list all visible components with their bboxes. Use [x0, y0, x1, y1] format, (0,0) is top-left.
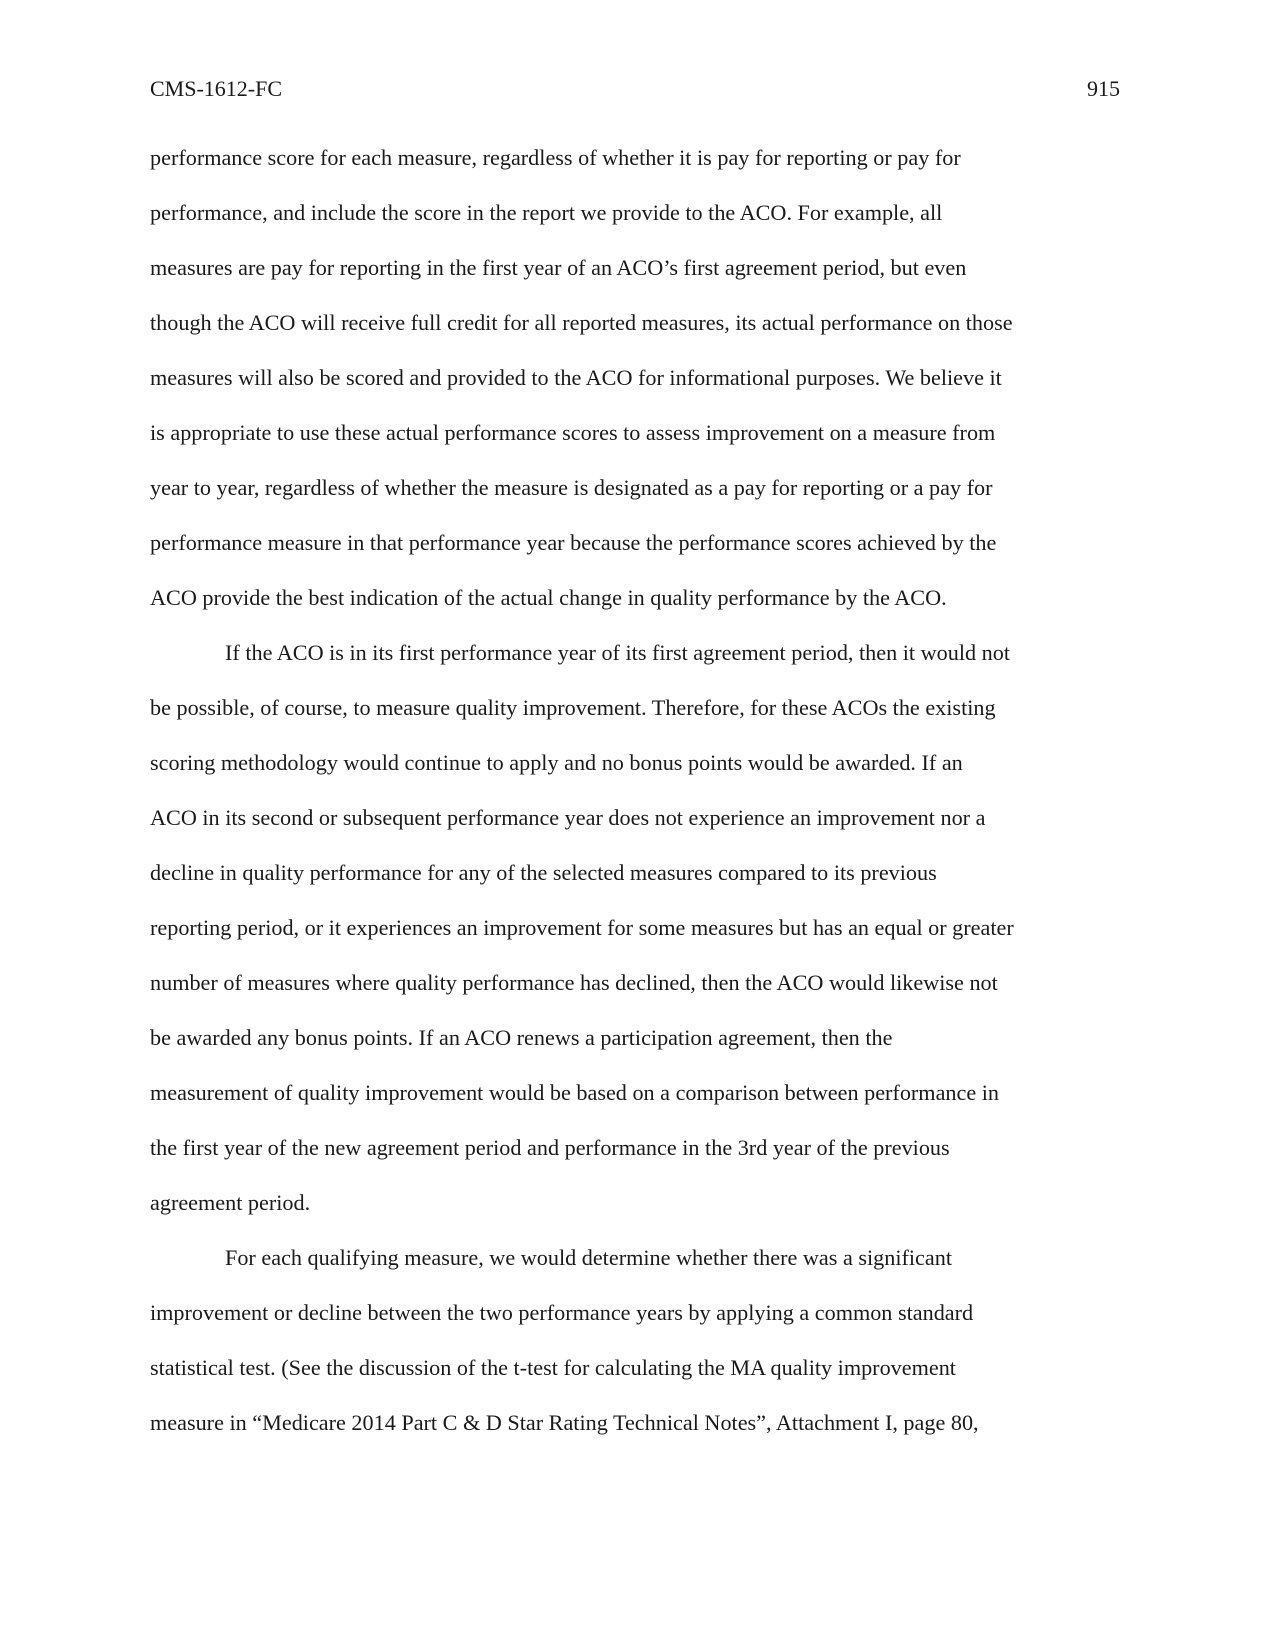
text-line: is appropriate to use these actual performance scores to assess improvement on a measure from	[150, 420, 996, 445]
text-line: agreement period.	[150, 1190, 311, 1215]
text-line: year to year, regardless of whether the measure is designated as a pay for reporting or a pay for	[150, 475, 993, 500]
text-line: the first year of the new agreement period and performance in the 3rd year of the previous	[150, 1135, 950, 1160]
text-line: scoring methodology would continue to apply and no bonus points would be awarded. If an	[150, 750, 963, 775]
text-line: ACO in its second or subsequent performance year does not experience an improvement nor a	[150, 805, 986, 830]
text-line: performance score for each measure, regardless of whether it is pay for reporting or pay for	[150, 145, 961, 170]
text-line: If the ACO is in its first performance year of its first agreement period, then it would not	[225, 640, 1010, 665]
text-line: measures will also be scored and provided to the ACO for informational purposes. We believe it	[150, 365, 1002, 390]
text-line: measure in “Medicare 2014 Part C & D Star Rating Technical Notes”, Attachment I, page 80,	[150, 1410, 979, 1435]
text-line: statistical test. (See the discussion of the t-test for calculating the MA quality improvement	[150, 1355, 956, 1380]
text-line: improvement or decline between the two performance years by applying a common standard	[150, 1300, 974, 1325]
text-line: though the ACO will receive full credit for all reported measures, its actual performance on those	[150, 310, 1013, 335]
document-id: CMS-1612-FC	[150, 76, 283, 101]
text-line: reporting period, or it experiences an improvement for some measures but has an equal or greater	[150, 915, 1014, 940]
text-line: be possible, of course, to measure quality improvement. Therefore, for these ACOs the existing	[150, 695, 996, 720]
text-line: performance, and include the score in the report we provide to the ACO. For example, all	[150, 200, 943, 225]
text-line: measures are pay for reporting in the first year of an ACO’s first agreement period, but even	[150, 255, 967, 280]
text-line: measurement of quality improvement would be based on a comparison between performance in	[150, 1080, 1000, 1105]
text-line: number of measures where quality performance has declined, then the ACO would likewise not	[150, 970, 998, 995]
text-line: For each qualifying measure, we would determine whether there was a significant	[225, 1245, 952, 1270]
text-line: performance measure in that performance year because the performance scores achieved by the	[150, 530, 997, 555]
text-line: be awarded any bonus points. If an ACO renews a participation agreement, then the	[150, 1025, 893, 1050]
text-line: ACO provide the best indication of the actual change in quality performance by the ACO.	[150, 585, 947, 610]
page-number: 915	[1087, 76, 1120, 101]
text-line: decline in quality performance for any of the selected measures compared to its previous	[150, 860, 937, 885]
